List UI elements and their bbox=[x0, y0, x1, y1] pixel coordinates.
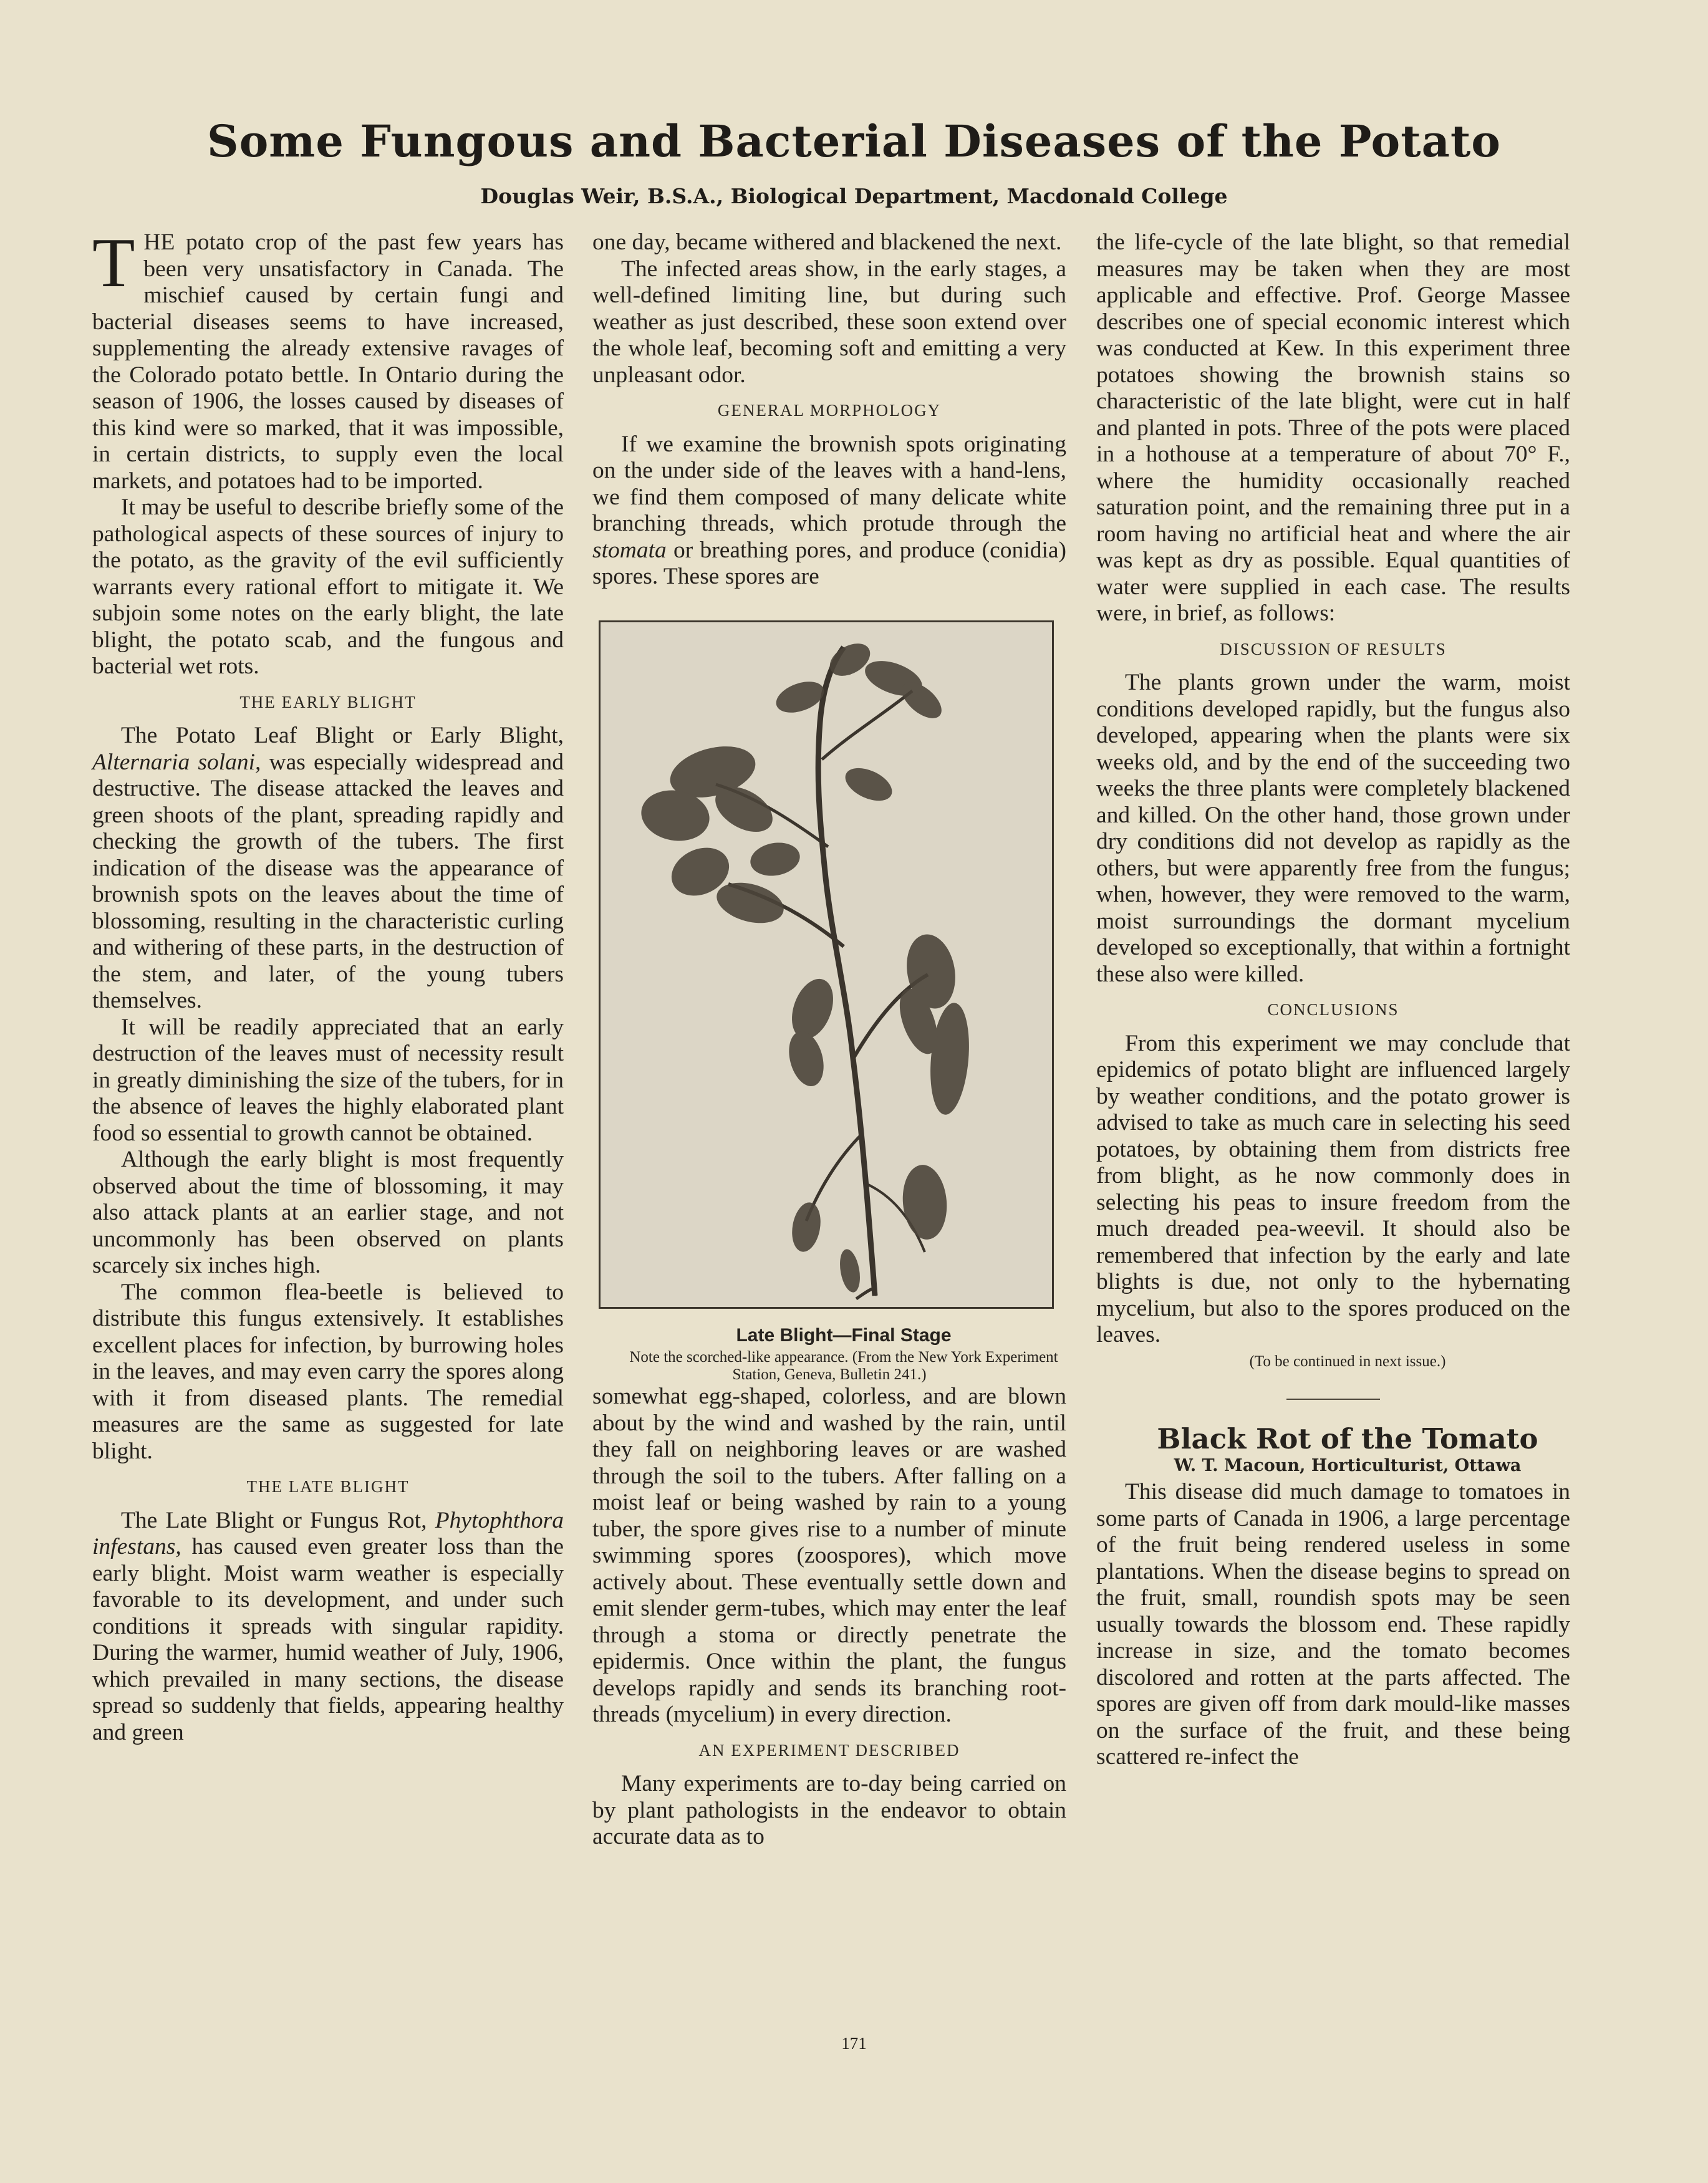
text: If we examine the brownish spots originating on the under side of the leaves with a hand-lens, we find them composed of many delicate white branching threads, which protude through the bbox=[592, 431, 1066, 536]
text: The Potato Leaf Blight or Early Blight, bbox=[121, 723, 564, 748]
intro-text: HE potato crop of the past few years has been very unsatisfactory in Canada. The mischief caused by certain fungi and bacterial diseases seems to have increased, supplementing the already extensive ravages of the Colorado potato bettle. In Ontario during the season of 1906, the losses caused by diseases of this kind were so marked, that it was impossible, in certain districts, to supply even the local markets, and potatoes had to be imported. bbox=[92, 229, 564, 494]
text: The Late Blight or Fungus Rot, bbox=[121, 1507, 435, 1533]
page-number: 171 bbox=[841, 2034, 867, 2053]
text: or breathing pores, and produce (conidia) spores. These spores are bbox=[592, 537, 1066, 589]
paragraph: Many experiments are to-day being carried on by plant pathologists in the endeavor to obtain accurate data as to bbox=[592, 1771, 1066, 1849]
paragraph bbox=[92, 723, 564, 1014]
paragraph: Although the early blight is most frequently observed about the time of blossoming, it may also attack plants at an earlier stage, and not uncommonly has been observed on plants scarcely six inches high. bbox=[92, 1147, 564, 1278]
article-byline: Douglas Weir, B.S.A., Biological Department, Macdonald College bbox=[480, 184, 1228, 208]
paragraph: From this experiment we may conclude that epidemics of potato blight are influenced largely by weather conditions, and the potato grower is advised to take as much care in selecting his seed potatoes, by obtaining them from districts free from blight, as he now commonly does in selecting his peas to insure freedom from the much dreaded pea-weevil. It should also be remembered that infection by the early and late blights is due, not only to the hybernating mycelium, but also to the spores produced on the leaves. bbox=[1096, 1030, 1570, 1347]
paragraph: The infected areas show, in the early stages, a well-defined limiting line, but during such weather as just described, these soon extend over the whole leaf, becoming soft and emitting a very unpleasant odor. bbox=[592, 256, 1066, 388]
sub-article-byline: W. T. Macoun, Horticulturist, Ottawa bbox=[1174, 1455, 1522, 1475]
column-1 bbox=[92, 224, 564, 1746]
section-heading-early-blight: THE EARLY BLIGHT bbox=[239, 692, 417, 711]
paragraph: The common flea-beetle is believed to distribute this fungus extensively. It establishes excellent places for infection, by burrowing holes in the leaves, and may even carry the spores along with it from diseased plants. The remedial measures are the same as suggested for late blight. bbox=[92, 1279, 564, 1464]
column-2 bbox=[592, 229, 1066, 1851]
section-heading-morphology: GENERAL MORPHOLOGY bbox=[717, 401, 942, 420]
paragraph: This disease did much damage to tomatoes in some parts of Canada in 1906, a large percentage of the fruit being rendered useless in some plantations. When the disease begins to spread on the fruit, small, roundish spots may be seen usually towards the blossom end. These rapidly increase in size, and the tomato becomes discolored and rotten at the parts affected. The spores are given off from dark mould-like masses on the surface of the fruit, and these being scattered re-infect the bbox=[1096, 1479, 1570, 1770]
paragraph bbox=[92, 1508, 564, 1747]
paragraph: It will be readily appreciated that an early destruction of the leaves must of necessity result in greatly diminishing the size of the tubers, for in the absence of leaves the highly elaborated plant food so essential to growth cannot be obtained. bbox=[92, 1014, 564, 1146]
species-name: Alternaria solani, bbox=[92, 749, 261, 775]
column-3 bbox=[1096, 229, 1570, 1771]
text: has caused even greater loss than the early blight. Moist warm weather is especially favorable to its development, and under such conditions it spreads with singular rapidity. During the warmer, humid weather of July, 1906, which prevailed in many sections, the disease spread so suddenly that fields, appearing healthy and green bbox=[92, 1534, 564, 1745]
paragraph: somewhat egg-shaped, colorless, and are blown about by the wind and washed by the rain, until they fall on neighboring leaves or are washed through the soil to the tubers. After falling on a moist leaf or being washed by rain to a young tuber, the spore gives rise to a number of minute swimming spores (zoospores), which move actively about. These eventually settle down and emit slender germ-tubes, which may enter the leaf through a stoma or directly penetrate the epidermis. Once within the plant, the fungus develops rapidly and sends its branching root-threads (mycelium) in every direction. bbox=[592, 1384, 1066, 1727]
paragraph bbox=[592, 431, 1066, 590]
section-heading-discussion: DISCUSSION OF RESULTS bbox=[1220, 639, 1447, 658]
sub-article-title: Black Rot of the Tomato bbox=[1157, 1422, 1538, 1455]
figure-caption-title: Late Blight—Final Stage bbox=[736, 1324, 952, 1346]
paragraph: the life-cycle of the late blight, so that remedial measures may be taken when they are most applicable and effective. Prof. George Massee describes one of special economic interest which was conducted at Kew. In this experiment three potatoes showing the brownish stains so characteristic of the late blight, were cut in half and planted in pots. Three of the pots were placed in a hothouse at a temperature of about 70° F., where the humidity occasionally reached saturation point, and the remaining three put in a room having no artificial heat and where the air was kept as dry as possible. Equal quantities of water were supplied in each case. The results were, in brief, as follows: bbox=[1096, 229, 1570, 626]
drop-cap: T bbox=[92, 224, 135, 302]
paragraph: one day, became withered and blackened the next. bbox=[592, 229, 1062, 255]
intro-paragraph bbox=[92, 224, 564, 494]
blight-plant-photo bbox=[599, 620, 1054, 1309]
section-heading-experiment: AN EXPERIMENT DESCRIBED bbox=[698, 1740, 960, 1760]
continued-note: (To be continued in next issue.) bbox=[1249, 1352, 1446, 1370]
species-name: Phytophthora infestans, bbox=[92, 1507, 564, 1559]
term: stomata bbox=[592, 537, 667, 563]
text: was especially widespread and destructive. The disease attacked the leaves and green shoots of the plant, spreading rapidly and checking the growth of the tubers. The first indication of the disease was the appearance of brownish spots on the leaves about the time of blossoming, resulting in the characteristic curling and withering of these parts, in the destruction of the stem, and later, of the young tubers themselves. bbox=[92, 749, 564, 1013]
paragraph: The plants grown under the warm, moist conditions developed rapidly, but the fungus also developed, appearing when the plants were six weeks old, and by the end of the succeeding two weeks the three plants were completely blackened and killed. On the other hand, those grown under dry conditions did not develop as rapidly as the others, but were apparently free from the fungus; when, however, they were removed to the warm, moist surroundings the dormant mycelium developed so exceptionally, that within a fortnight these also were killed. bbox=[1096, 670, 1570, 987]
article-title: Some Fungous and Bacterial Diseases of the Potato bbox=[207, 115, 1501, 167]
section-heading-late-blight: THE LATE BLIGHT bbox=[246, 1477, 410, 1496]
paragraph: It may be useful to describe briefly some of the pathological aspects of these sources of injury to the potato, as the gravity of the evil sufficiently warrants every rational effort to mitigate it. We subjoin some notes on the early blight, the late blight, the potato scab, and the fungous and bacterial wet rots. bbox=[92, 494, 564, 679]
figure-caption-text: Note the scorched-like appearance. (From the New York Experiment Station, Geneva, Bulletin 241.) bbox=[629, 1349, 1058, 1383]
section-heading-conclusions: CONCLUSIONS bbox=[1267, 1000, 1399, 1019]
potato-plant-illustration bbox=[601, 622, 1052, 1307]
section-divider bbox=[1286, 1399, 1380, 1400]
